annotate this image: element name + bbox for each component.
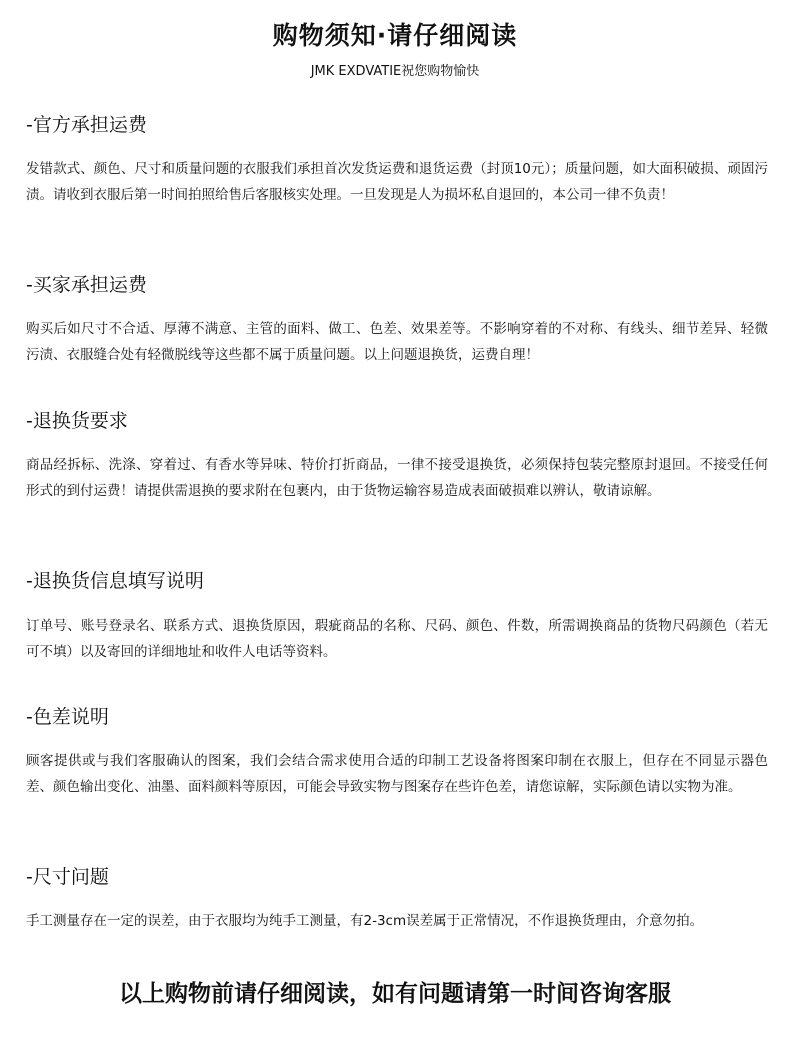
section-heading-color-difference: -色差说明 [26,706,109,728]
section-heading-buyer-shipping: -买家承担运费 [26,274,147,296]
page-subtitle: JMK EXDVATIE祝您购物愉快 [310,64,480,79]
section-body-return-requirements: 商品经拆标、洗涤、穿着过、有香水等异味、特价打折商品，一律不接受退换货，必须保持包装完整原封退回。不接受任何形式的到付运费！请提供需退换的要求附在包裹内，由于货物运输容易造成表面破损难以辨认，敬请谅解。 [26,457,768,499]
section-body-color-difference: 顾客提供或与我们客服确认的图案，我们会结合需求使用合适的印制工艺设备将图案印制在衣服上，但存在不同显示器色差、颜色输出变化、油墨、面料颜料等原因，可能会导致实物与图案存在些许色差，请您谅解，实际颜色请以实物为准。 [26,753,768,795]
footer-note: 以上购物前请仔细阅读，如有问题请第一时间咨询客服 [119,981,671,1007]
section-body-return-info: 订单号、账号登录名、联系方式、退换货原因，瑕疵商品的名称、尺码、颜色、件数，所需调换商品的货物尺码颜色（若无可不填）以及寄回的详细地址和收件人电话等资料。 [26,618,768,660]
section-heading-return-requirements: -退换货要求 [26,410,128,432]
section-heading-size-issues: -尺寸问题 [26,866,109,888]
section-heading-official-shipping: -官方承担运费 [26,114,147,136]
section-heading-return-info: -退换货信息填写说明 [26,570,204,592]
section-body-official-shipping: 发错款式、颜色、尺寸和质量问题的衣服我们承担首次发货运费和退货运费（封顶10元）；质量问题，如大面积破损、顽固污渍。请收到衣服后第一时间拍照给售后客服核实处理。一旦发现是人为损坏私自退回的，本公司一律不负责！ [26,161,768,203]
page-title: 购物须知·请仔细阅读 [272,21,518,50]
section-body-buyer-shipping: 购买后如尺寸不合适、厚薄不满意、主管的面料、做工、色差、效果差等。不影响穿着的不对称、有线头、细节差异、轻微污渍、衣服缝合处有轻微脱线等这些都不属于质量问题。以上问题退换货，运费自理！ [26,321,768,363]
section-body-size-issues: 手工测量存在一定的误差，由于衣服均为纯手工测量，有2-3cm误差属于正常情况，不作退换货理由，介意勿拍。 [26,913,704,929]
